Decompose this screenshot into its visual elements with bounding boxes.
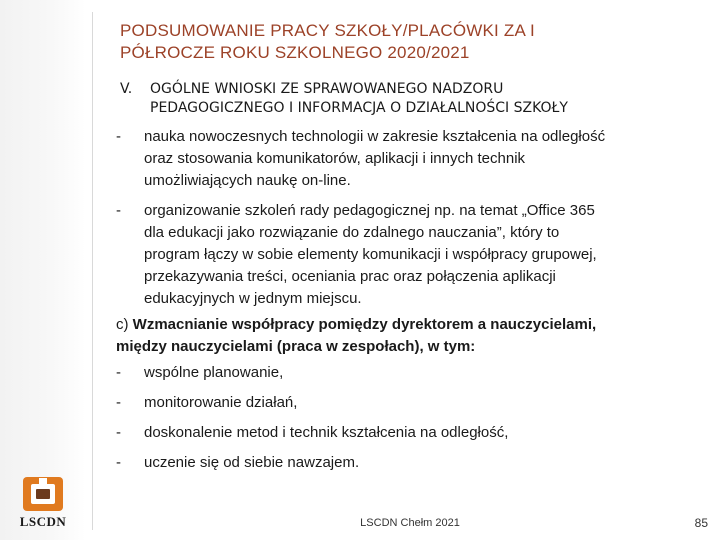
sub-item-text: monitorowanie działań, [144, 394, 298, 411]
section-c-line-2 [116, 336, 706, 358]
section-heading-line-1 [120, 80, 710, 99]
list-item [116, 126, 706, 192]
bullet-line: umożliwiających naukę on-line. [144, 172, 351, 189]
page-number: 85 [694, 516, 708, 530]
sidebar-decoration [0, 0, 86, 540]
bullet-dash: - [116, 128, 121, 145]
list-item [116, 200, 706, 310]
list-item [116, 392, 706, 414]
sub-item-text: wspólne planowanie, [144, 364, 284, 381]
divider-line [92, 12, 93, 530]
bullet-list-1 [116, 126, 706, 198]
sub-item-text: uczenie się od siebie nawzajem. [144, 454, 360, 471]
section-c-bold-2: między nauczycielami (praca w zespołach), w tym: [116, 338, 476, 355]
bullet-dash: - [116, 454, 121, 471]
bullet-line: program łączy w sobie elementy komunikacji i współpracy grupowej, [144, 246, 597, 263]
page-title [120, 20, 700, 64]
bullet-dash: - [116, 202, 121, 219]
bullet-list-2 [116, 200, 706, 316]
section-heading [120, 80, 710, 118]
title-line-1: PODSUMOWANIE PRACY SZKOŁY/PLACÓWKI ZA I [120, 21, 535, 40]
bullet-dash: - [116, 424, 121, 441]
bullet-line: oraz stosowania komunikatorów, aplikacji i innych technik [144, 150, 526, 167]
sub-item-text: doskonalenie metod i technik kształcenia na odległość, [144, 424, 509, 441]
bullet-line: nauka nowoczesnych technologii w zakresie kształcenia na odległość [144, 128, 606, 145]
logo-text: LSCDN [19, 514, 67, 529]
lscdn-logo [8, 476, 78, 534]
section-heading-text-1: OGÓLNE WNIOSKI ZE SPRAWOWANEGO NADZORU [150, 81, 504, 97]
lscdn-logo-icon [22, 476, 64, 512]
bullet-line: edukacyjnych w jednym miejscu. [144, 290, 362, 307]
section-number: V. [120, 81, 133, 97]
section-c-prefix: c) [116, 316, 129, 333]
bullet-line: organizowanie szkoleń rady pedagogicznej np. na temat „Office 365 [144, 202, 595, 219]
bullet-line: dla edukacji jako rozwiązanie do zdalnego nauczania”, który to [144, 224, 560, 241]
section-c-line-1 [116, 314, 706, 336]
sub-item-list [116, 362, 706, 482]
bullet-dash: - [116, 394, 121, 411]
title-line-2: PÓŁROCZE ROKU SZKOLNEGO 2020/2021 [120, 43, 470, 62]
bullet-line: przekazywania treści, oceniania prac oraz połączenia aplikacji [144, 268, 556, 285]
list-item [116, 422, 706, 444]
section-heading-line-2: PEDAGOGICZNEGO I INFORMACJA O DZIAŁALNOŚCI SZKOŁY [150, 100, 568, 116]
footer-text: LSCDN Chełm 2021 [360, 517, 460, 529]
list-item [116, 452, 706, 474]
bullet-dash: - [116, 364, 121, 381]
section-c [116, 314, 706, 358]
list-item [116, 362, 706, 384]
section-c-bold-1: Wzmacnianie współpracy pomiędzy dyrektorem a nauczycielami, [132, 316, 597, 333]
